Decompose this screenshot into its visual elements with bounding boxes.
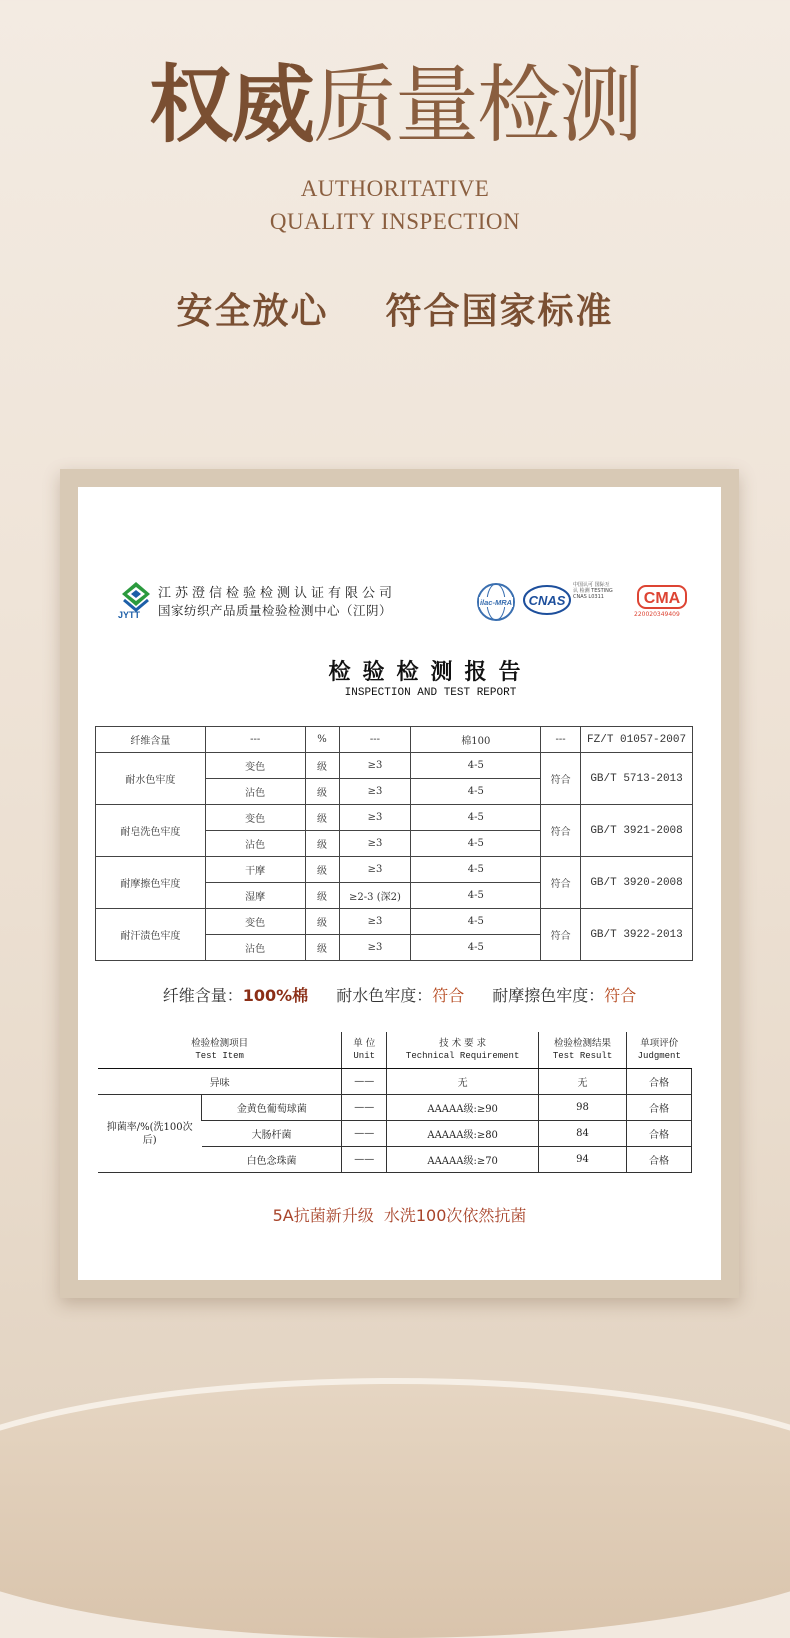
table-cell: 纤维含量 xyxy=(96,727,206,753)
table-cell: 合格 xyxy=(627,1147,692,1173)
hero-title-light: 质量检测 xyxy=(313,56,642,154)
table-cell: ≥2-3 (深2) xyxy=(339,883,411,909)
cnas-label: CNAS xyxy=(528,593,566,608)
table-cell: 级 xyxy=(305,753,339,779)
table-row xyxy=(96,857,693,883)
table-cell: 级 xyxy=(305,935,339,961)
table-cell: 变色 xyxy=(205,805,305,831)
table-cell: 异味 xyxy=(98,1069,342,1095)
report-title: 检验检测报告 xyxy=(328,659,533,685)
table-cell: 4-5 xyxy=(411,909,541,935)
table-cell: 4-5 xyxy=(411,831,541,857)
table-cell: 级 xyxy=(305,909,339,935)
table-cell: 4-5 xyxy=(411,935,541,961)
table-cell: 98 xyxy=(539,1095,627,1121)
table-cell: 4-5 xyxy=(411,857,541,883)
table-row xyxy=(98,1095,692,1121)
water-value: 符合 xyxy=(432,986,465,1005)
table-cell: —— xyxy=(342,1121,387,1147)
table-cell: --- xyxy=(339,727,411,753)
report-paper xyxy=(78,487,721,1280)
company-name: 江苏澄信检验检测认证有限公司 xyxy=(158,586,397,601)
group-result: 符合 xyxy=(541,909,581,961)
table-cell: % xyxy=(305,727,339,753)
group-result: 符合 xyxy=(541,857,581,909)
cnas-caption: 中国认可 国际互认 检测 TESTING CNAS L0311 xyxy=(573,582,613,600)
table-cell: FZ/T 01057-2007 xyxy=(581,727,693,753)
group-name: 耐摩擦色牢度 xyxy=(96,857,206,909)
table-cell: 4-5 xyxy=(411,779,541,805)
table-cell: 级 xyxy=(305,779,339,805)
table-row xyxy=(96,909,693,935)
slogan: 安全放心 符合国家标准 xyxy=(176,291,614,332)
group-standard: GB/T 3922-2013 xyxy=(581,909,693,961)
table-cell: 4-5 xyxy=(411,753,541,779)
cnas-logo-icon xyxy=(523,584,571,616)
table-cell: 大肠杆菌 xyxy=(202,1121,342,1147)
table-cell: ≥3 xyxy=(339,831,411,857)
table-cell: 干摩 xyxy=(205,857,305,883)
table-cell: --- xyxy=(541,727,581,753)
table-cell: 4-5 xyxy=(411,805,541,831)
table-cell: ≥3 xyxy=(339,935,411,961)
group-name: 耐皂洗色牢度 xyxy=(96,805,206,857)
table-row xyxy=(96,727,693,753)
table-cell: ≥3 xyxy=(339,779,411,805)
group-standard: GB/T 3921-2008 xyxy=(581,805,693,857)
table-cell: 沾色 xyxy=(205,935,305,961)
cma-logo-icon xyxy=(637,585,687,609)
table-cell: —— xyxy=(342,1147,387,1173)
jytt-logo-text: JYTT xyxy=(118,610,141,620)
group-standard: GB/T 5713-2013 xyxy=(581,753,693,805)
table-header-row xyxy=(98,1032,692,1069)
table-cell: ≥3 xyxy=(339,857,411,883)
cma-number: 220020349409 xyxy=(634,611,680,618)
group-result: 符合 xyxy=(541,753,581,805)
ilac-label: ilac-MRA xyxy=(479,598,513,607)
table-row xyxy=(96,753,693,779)
group-name: 耐汗渍色牢度 xyxy=(96,909,206,961)
rub-value: 符合 xyxy=(604,986,637,1005)
table-cell: 合格 xyxy=(627,1121,692,1147)
table-cell: ≥3 xyxy=(339,909,411,935)
table-cell: 棉100 xyxy=(411,727,541,753)
table-cell: 级 xyxy=(305,857,339,883)
colorfastness-table xyxy=(95,726,693,961)
subtitle-line1: AUTHORITATIVE xyxy=(300,176,490,201)
table-row xyxy=(98,1069,692,1095)
table-cell: 合格 xyxy=(627,1069,692,1095)
bottom-decoration xyxy=(0,1378,790,1638)
group-result: 符合 xyxy=(541,805,581,857)
footer-note: 5A抗菌新升级 水洗100次依然抗菌 xyxy=(272,1206,527,1225)
table-cell: 合格 xyxy=(627,1095,692,1121)
water-label: 耐水色牢度： xyxy=(336,986,433,1005)
cma-label: CMA xyxy=(643,590,681,607)
table-cell: 沾色 xyxy=(205,831,305,857)
table-cell: --- xyxy=(205,727,305,753)
fiber-label: 纤维含量： xyxy=(162,986,243,1005)
table-cell: —— xyxy=(342,1095,387,1121)
rub-label: 耐摩擦色牢度： xyxy=(492,986,605,1005)
table-cell: 湿摩 xyxy=(205,883,305,909)
table-cell: AAAAA级:≥80 xyxy=(387,1121,539,1147)
group-standard: GB/T 3920-2008 xyxy=(581,857,693,909)
group-name: 耐水色牢度 xyxy=(96,753,206,805)
table-cell: AAAAA级:≥70 xyxy=(387,1147,539,1173)
header-judgment: 单项评价 Judgment xyxy=(627,1032,692,1069)
header-unit: 单 位 Unit xyxy=(342,1032,387,1069)
table-cell: 白色念珠菌 xyxy=(202,1147,342,1173)
center-name: 国家纺织产品质量检验检测中心（江阴） xyxy=(158,603,393,618)
header-test-item: 检验检测项目 Test Item xyxy=(98,1032,342,1069)
table-cell: ≥3 xyxy=(339,805,411,831)
table-cell: ≥3 xyxy=(339,753,411,779)
header-result: 检验检测结果 Test Result xyxy=(539,1032,627,1069)
table-cell: 变色 xyxy=(205,909,305,935)
subtitle-line2: QUALITY INSPECTION xyxy=(269,209,521,234)
table-cell: 级 xyxy=(305,831,339,857)
table-cell: 4-5 xyxy=(411,883,541,909)
fiber-value: 100%棉 xyxy=(242,986,309,1005)
header-requirement: 技 术 要 求 Technical Requirement xyxy=(387,1032,539,1069)
hero-title xyxy=(0,55,790,155)
table-row xyxy=(96,805,693,831)
table-cell: 级 xyxy=(305,883,339,909)
table-cell: 84 xyxy=(539,1121,627,1147)
table-cell: —— xyxy=(342,1069,387,1095)
table-cell: 无 xyxy=(539,1069,627,1095)
table-cell: 沾色 xyxy=(205,779,305,805)
table-cell: 变色 xyxy=(205,753,305,779)
table-cell: 级 xyxy=(305,805,339,831)
table-cell: 金黄色葡萄球菌 xyxy=(202,1095,342,1121)
antibacterial-table xyxy=(98,1032,692,1173)
table-cell: 94 xyxy=(539,1147,627,1173)
antibacterial-label: 抑菌率/%(洗100次后) xyxy=(98,1095,202,1173)
ilac-mra-logo-icon xyxy=(476,582,516,622)
table-cell: AAAAA级:≥90 xyxy=(387,1095,539,1121)
table-cell: 无 xyxy=(387,1069,539,1095)
hero-title-bold: 权威 xyxy=(148,56,313,154)
summary-line xyxy=(78,983,721,1006)
report-subtitle: INSPECTION AND TEST REPORT xyxy=(344,687,517,699)
